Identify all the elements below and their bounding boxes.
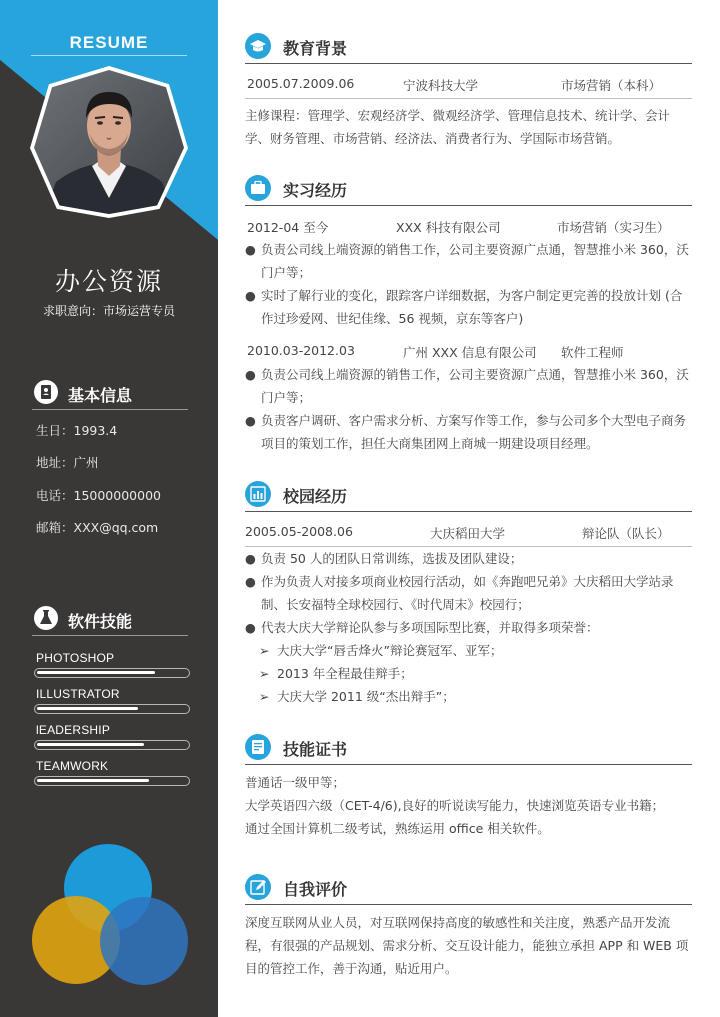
job-company: XXX 科技有限公司 bbox=[396, 220, 501, 235]
job-bullet: ● 负责客户调研、客户需求分析、方案写作等工作，参与公司多个大型电子商务项目的策划工作，担任大商集团网上商城一期建设项目经理。 bbox=[245, 413, 687, 451]
skill-bar-fill bbox=[37, 707, 138, 710]
job-role: 软件工程师 bbox=[561, 345, 624, 360]
education-row bbox=[245, 76, 692, 96]
campus-row bbox=[245, 524, 692, 544]
graduation-cap-icon bbox=[245, 33, 271, 59]
certificate-line: 普通话一级甲等； bbox=[245, 775, 346, 790]
campus-bullet: ● 代表大庆大学辩论队参与多项国际型比赛，并取得多项荣誉： bbox=[245, 620, 599, 635]
sidebar bbox=[0, 0, 218, 1017]
skill-name: TEAMWORK bbox=[36, 759, 109, 773]
certificates-title: 技能证书 bbox=[283, 740, 348, 759]
profile-photo bbox=[34, 70, 184, 214]
self-evaluation-text: 深度互联网从业人员，对互联网保持高度的敏感性和关注度，熟悉产品开发流程，有很强的产品规划、需求分析、交互设计能力，能独立承担 APP 和 WEB 项目的管控工作，善于沟通，贴近用户。 bbox=[245, 915, 689, 976]
skill-bar-fill bbox=[37, 779, 149, 782]
address: 地址：广州 bbox=[36, 455, 99, 470]
campus-bullet: ● 作为负责人对接多项商业校园行活动，如《奔跑吧兄弟》大庆稻田大学站录制、长安福特全球校园行、《时代周末》校园行； bbox=[245, 574, 674, 612]
email: 邮箱：XXX@qq.com bbox=[36, 520, 159, 535]
education-title: 教育背景 bbox=[283, 39, 348, 58]
basic-info-title: 基本信息 bbox=[68, 386, 133, 405]
education-rule bbox=[245, 98, 692, 99]
job-row bbox=[245, 218, 692, 238]
arrow-icon: ➢ bbox=[259, 643, 270, 658]
certificate-line: 大学英语四六级（CET-4/6),良好的听说读写能力，快速浏览英语专业书籍； bbox=[245, 798, 665, 813]
edit-icon bbox=[245, 874, 271, 900]
resume-divider bbox=[31, 55, 187, 56]
job-bullet: ● 负责公司线上端资源的销售工作，公司主要资源广点通，智慧推小米 360，沃门户等； bbox=[245, 242, 689, 280]
birthday: 生日：1993.4 bbox=[36, 423, 118, 438]
campus-school: 大庆稻田大学 bbox=[430, 526, 506, 541]
skill-bar bbox=[34, 776, 190, 786]
education-period: 2005.07.2009.06 bbox=[247, 76, 355, 91]
software-skills-header bbox=[32, 606, 188, 636]
campus-section bbox=[245, 480, 692, 708]
skill-bar-fill bbox=[37, 743, 144, 746]
education-school: 宁波科技大学 bbox=[403, 78, 479, 93]
arrow-icon: ➢ bbox=[259, 666, 270, 681]
internship-header bbox=[245, 174, 692, 206]
job-bullet: ● 负责公司线上端资源的销售工作，公司主要资源广点通，智慧推小米 360，沃门户等； bbox=[245, 367, 689, 405]
self-evaluation-title: 自我评价 bbox=[283, 880, 348, 899]
skill-bar-fill bbox=[37, 671, 155, 674]
education-major: 市场营销（本科） bbox=[561, 78, 662, 93]
basic-info-header bbox=[32, 380, 188, 410]
self-evaluation-header bbox=[245, 873, 692, 905]
software-skills-title: 软件技能 bbox=[68, 612, 133, 631]
skill-name: lEADERSHIP bbox=[36, 723, 111, 737]
job-intent: 求职意向：市场运营专员 bbox=[42, 304, 175, 318]
job-bullet: ● 实时了解行业的变化，跟踪客户详细数据，为客户制定更完善的投放计划 (合作过珍爱网、世纪佳缘、56 视频，京东等客户) bbox=[245, 288, 683, 326]
bar-chart-icon bbox=[245, 481, 271, 507]
certificates-section bbox=[245, 733, 692, 840]
campus-role: 辩论队（队长） bbox=[582, 526, 670, 541]
education-courses: 主修课程：管理学、宏观经济学、微观经济学、管理信息技术、统计学、会计学、财务管理、市场营销、经济法、消费者行为、学国际市场营销。 bbox=[245, 108, 671, 146]
internship-title: 实习经历 bbox=[283, 181, 348, 200]
campus-period: 2005.05-2008.06 bbox=[245, 524, 353, 539]
resume-label: RESUME bbox=[69, 33, 149, 52]
flask-icon bbox=[34, 606, 58, 630]
campus-bullet: ● 负责 50 人的团队日常训练，选拔及团队建设； bbox=[245, 551, 523, 566]
id-card-icon bbox=[34, 380, 58, 404]
honor-item: ➢ 大庆大学“唇舌烽火”辩论赛冠军、亚军； bbox=[245, 639, 692, 662]
certificate-icon bbox=[245, 734, 271, 760]
job-period: 2012-04 至今 bbox=[247, 220, 329, 235]
arrow-icon: ➢ bbox=[259, 689, 270, 704]
job-company: 广州 XXX 信息有限公司 bbox=[403, 345, 537, 360]
circle-navy bbox=[100, 897, 188, 985]
education-section bbox=[245, 32, 692, 150]
candidate-name: 办公资源 bbox=[54, 267, 163, 296]
skill-bar bbox=[34, 704, 190, 714]
job-period: 2010.03-2012.03 bbox=[247, 343, 355, 358]
skill-name: PHOTOSHOP bbox=[36, 651, 115, 665]
honor-item: ➢ 大庆大学 2011 级“杰出辩手”； bbox=[245, 685, 692, 708]
education-header bbox=[245, 32, 692, 64]
certificates-header bbox=[245, 733, 692, 765]
skill-name: ILLUSTRATOR bbox=[36, 687, 120, 701]
skill-bar bbox=[34, 740, 190, 750]
decorative-circles bbox=[0, 830, 218, 1017]
honor-item: ➢ 2013 年全程最佳辩手； bbox=[245, 662, 692, 685]
internship-section bbox=[245, 174, 692, 455]
campus-header bbox=[245, 480, 692, 512]
skill-bar bbox=[34, 668, 190, 678]
phone: 电话：15000000000 bbox=[36, 488, 161, 503]
briefcase-icon bbox=[245, 175, 271, 201]
job-row bbox=[245, 343, 692, 363]
self-evaluation-section bbox=[245, 873, 692, 980]
certificate-line: 通过全国计算机二级考试，熟练运用 office 相关软件。 bbox=[245, 821, 550, 836]
campus-title: 校园经历 bbox=[283, 487, 348, 506]
job-role: 市场营销（实习生） bbox=[557, 220, 670, 235]
